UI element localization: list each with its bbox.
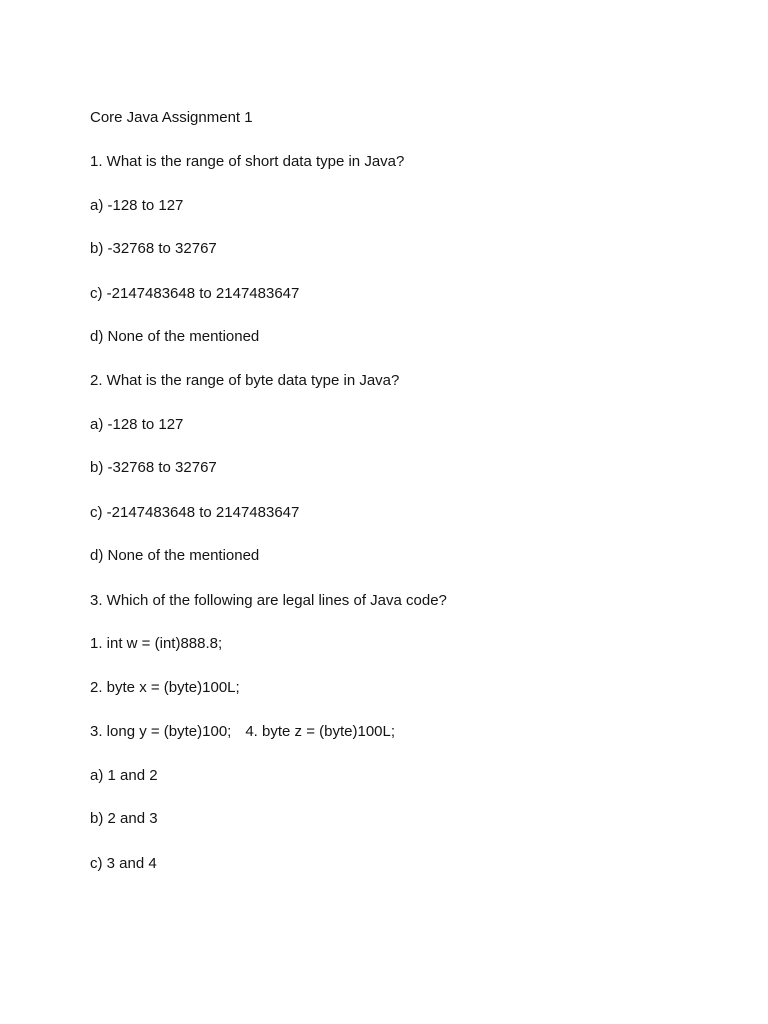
question-1-option-a: a) -128 to 127 [90, 197, 184, 214]
question-3-code-line-4: 4. byte z = (byte)100L; [245, 723, 396, 740]
question-2-option-c: c) -2147483648 to 2147483647 [90, 504, 300, 521]
question-1-option-c: c) -2147483648 to 2147483647 [90, 285, 300, 302]
question-3-code-line-1: 1. int w = (int)888.8; [90, 635, 223, 652]
question-3-code-line-3: 3. long y = (byte)100; [90, 723, 232, 740]
question-3-option-b: b) 2 and 3 [90, 810, 158, 827]
question-3-code-line-2: 2. byte x = (byte)100L; [90, 679, 240, 696]
question-1-option-b: b) -32768 to 32767 [90, 240, 217, 257]
question-2-option-a: a) -128 to 127 [90, 416, 184, 433]
question-2-text: 2. What is the range of byte data type in Java? [90, 372, 400, 389]
question-3-text: 3. Which of the following are legal lines of Java code? [90, 592, 447, 609]
document-title: Core Java Assignment 1 [90, 109, 253, 126]
question-3-option-a: a) 1 and 2 [90, 767, 158, 784]
question-3-code-lines-3-4 [90, 723, 395, 741]
question-2-option-b: b) -32768 to 32767 [90, 459, 217, 476]
question-1-option-d: d) None of the mentioned [90, 328, 260, 345]
question-1-text: 1. What is the range of short data type in Java? [90, 153, 405, 170]
question-2-option-d: d) None of the mentioned [90, 547, 260, 564]
question-3-option-c: c) 3 and 4 [90, 855, 157, 872]
